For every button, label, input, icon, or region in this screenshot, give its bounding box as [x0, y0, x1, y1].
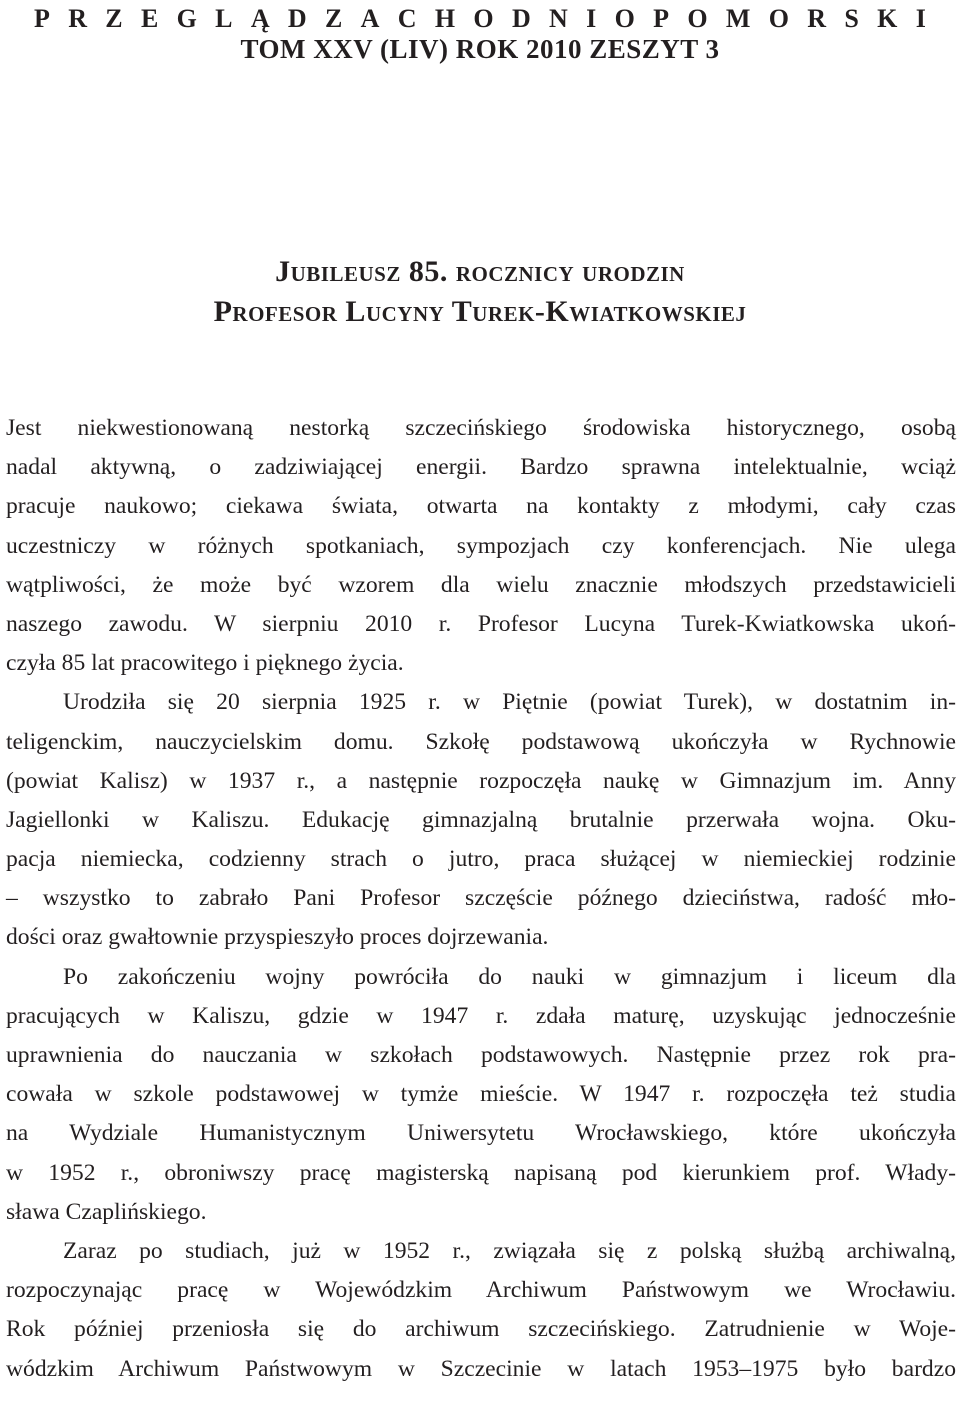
journal-name-letter: E: [140, 4, 159, 33]
journal-name-letter: K: [877, 4, 898, 33]
journal-name-letter: O: [687, 4, 708, 33]
body-line: naszego zawodu. W sierpniu 2010 r. Profesor Lucyna Turek-Kwiatkowska ukoń-: [6, 610, 956, 637]
body-line: wódzkim Archiwum Państwowym w Szczecinie w latach 1953–1975 było bardzo: [6, 1355, 956, 1382]
journal-name-letter: O: [768, 4, 789, 33]
body-line: Jagiellonki w Kaliszu. Edukację gimnazjalną brutalnie przerwała wojna. Oku-: [6, 806, 956, 833]
body-line: Zaraz po studiach, już w 1952 r., związała się z polską służbą archiwalną,: [63, 1237, 956, 1264]
journal-name-letter: I: [586, 4, 597, 33]
journal-name-letter: M: [725, 4, 751, 33]
body-line: (powiat Kalisz) w 1937 r., a następnie rozpoczęła naukę w Gimnazjum im. Anny: [6, 767, 956, 794]
body-line: pracuje naukowo; ciekawa świata, otwarta na kontakty z młodymi, cały czas: [6, 493, 956, 520]
journal-name-letter: G: [176, 4, 197, 33]
journal-volume: TOM XXV (LIV) ROK 2010 ZESZYT 3: [240, 34, 720, 64]
journal-name-letter: O: [614, 4, 635, 33]
journal-name-letter: C: [397, 4, 417, 33]
body-line: na Wydziale Humanistycznym Uniwersytetu Wrocławskiego, które ukończyła: [6, 1120, 956, 1147]
body-line: rozpoczynając pracę w Wojewódzkim Archiwum Państwowym we Wrocławiu.: [6, 1277, 956, 1304]
body-line: teligenckim, nauczycielskim domu. Szkołę podstawową ukończyła w Rychnowie: [6, 728, 956, 755]
journal-name-letter: R: [68, 4, 87, 33]
body-line: nadal aktywną, o zadziwiającej energii. Bardzo sprawna intelektualnie, wciąż: [6, 454, 956, 481]
body-line: Jest niekwestionowaną nestorką szczecińskiego środowiska historycznego, osobą: [6, 415, 956, 441]
journal-name-letter: R: [807, 4, 827, 33]
journal-name-letter: P: [34, 4, 50, 33]
journal-name-letter: H: [434, 4, 456, 33]
journal-name-letter: P: [653, 4, 669, 33]
journal-name-letter: Z: [325, 4, 343, 33]
body-line: pracujących w Kaliszu, gdzie w 1947 r. zdała maturę, uzyskując jednocześnie: [6, 1002, 956, 1029]
journal-name-letter: D: [511, 4, 531, 33]
journal-name-letter: I: [915, 4, 926, 33]
body-line: Po zakończeniu wojny powróciła do nauki w gimnazjum i liceum dla: [63, 963, 956, 990]
body-line: – wszystko to zabrało Pani Profesor szczęście późnego dzieciństwa, radość mło-: [6, 885, 956, 912]
body-line: dości oraz gwałtownie przyspieszyło proces dojrzewania.: [6, 924, 549, 951]
body-line: wątpliwości, że może być wzorem dla wielu znacznie młodszych przedstawicieli: [6, 571, 956, 598]
article-title-line-1: Jubileusz 85. rocznicy urodzin: [275, 255, 685, 288]
journal-name-letter: L: [215, 4, 233, 33]
journal-name-letter: N: [549, 4, 568, 33]
body-line: uprawnienia do nauczania w szkołach podstawowych. Następnie przez rok pra-: [6, 1042, 956, 1068]
body-line: pacja niemiecka, codzienny strach o jutro, praca służącej w niemieckiej rodzinie: [6, 846, 956, 873]
article-body: [6, 409, 956, 1389]
journal-name-letter: D: [287, 4, 307, 33]
body-line: Urodziła się 20 sierpnia 1925 r. w Piętnie (powiat Turek), w dostatnim in-: [63, 689, 956, 716]
journal-name-letter: S: [844, 4, 859, 33]
body-line: w 1952 r., obroniwszy pracę magisterską napisaną pod kierunkiem prof. Włady-: [6, 1159, 956, 1186]
body-line: cowała w szkole podstawowej w tymże mieście. W 1947 r. rozpoczęła też studia: [6, 1081, 956, 1108]
article-title-line-2: Profesor Lucyny Turek-Kwiatkowskiej: [213, 295, 747, 328]
journal-name-letter: O: [473, 4, 494, 33]
body-line: Rok później przeniosła się do archiwum szczecińskiego. Zatrudnienie w Woje-: [6, 1316, 956, 1343]
journal-name-letter: Z: [105, 4, 123, 33]
body-line: sława Czaplińskiego.: [6, 1198, 207, 1225]
journal-name-letter: Ą: [250, 4, 270, 33]
body-line: czyła 85 lat pracowitego i pięknego życia.: [6, 650, 404, 677]
journal-name: [34, 4, 926, 34]
body-line: uczestniczy w różnych spotkaniach, sympozjach czy konferencjach. Nie ulega: [6, 532, 956, 559]
journal-name-letter: A: [360, 4, 380, 33]
